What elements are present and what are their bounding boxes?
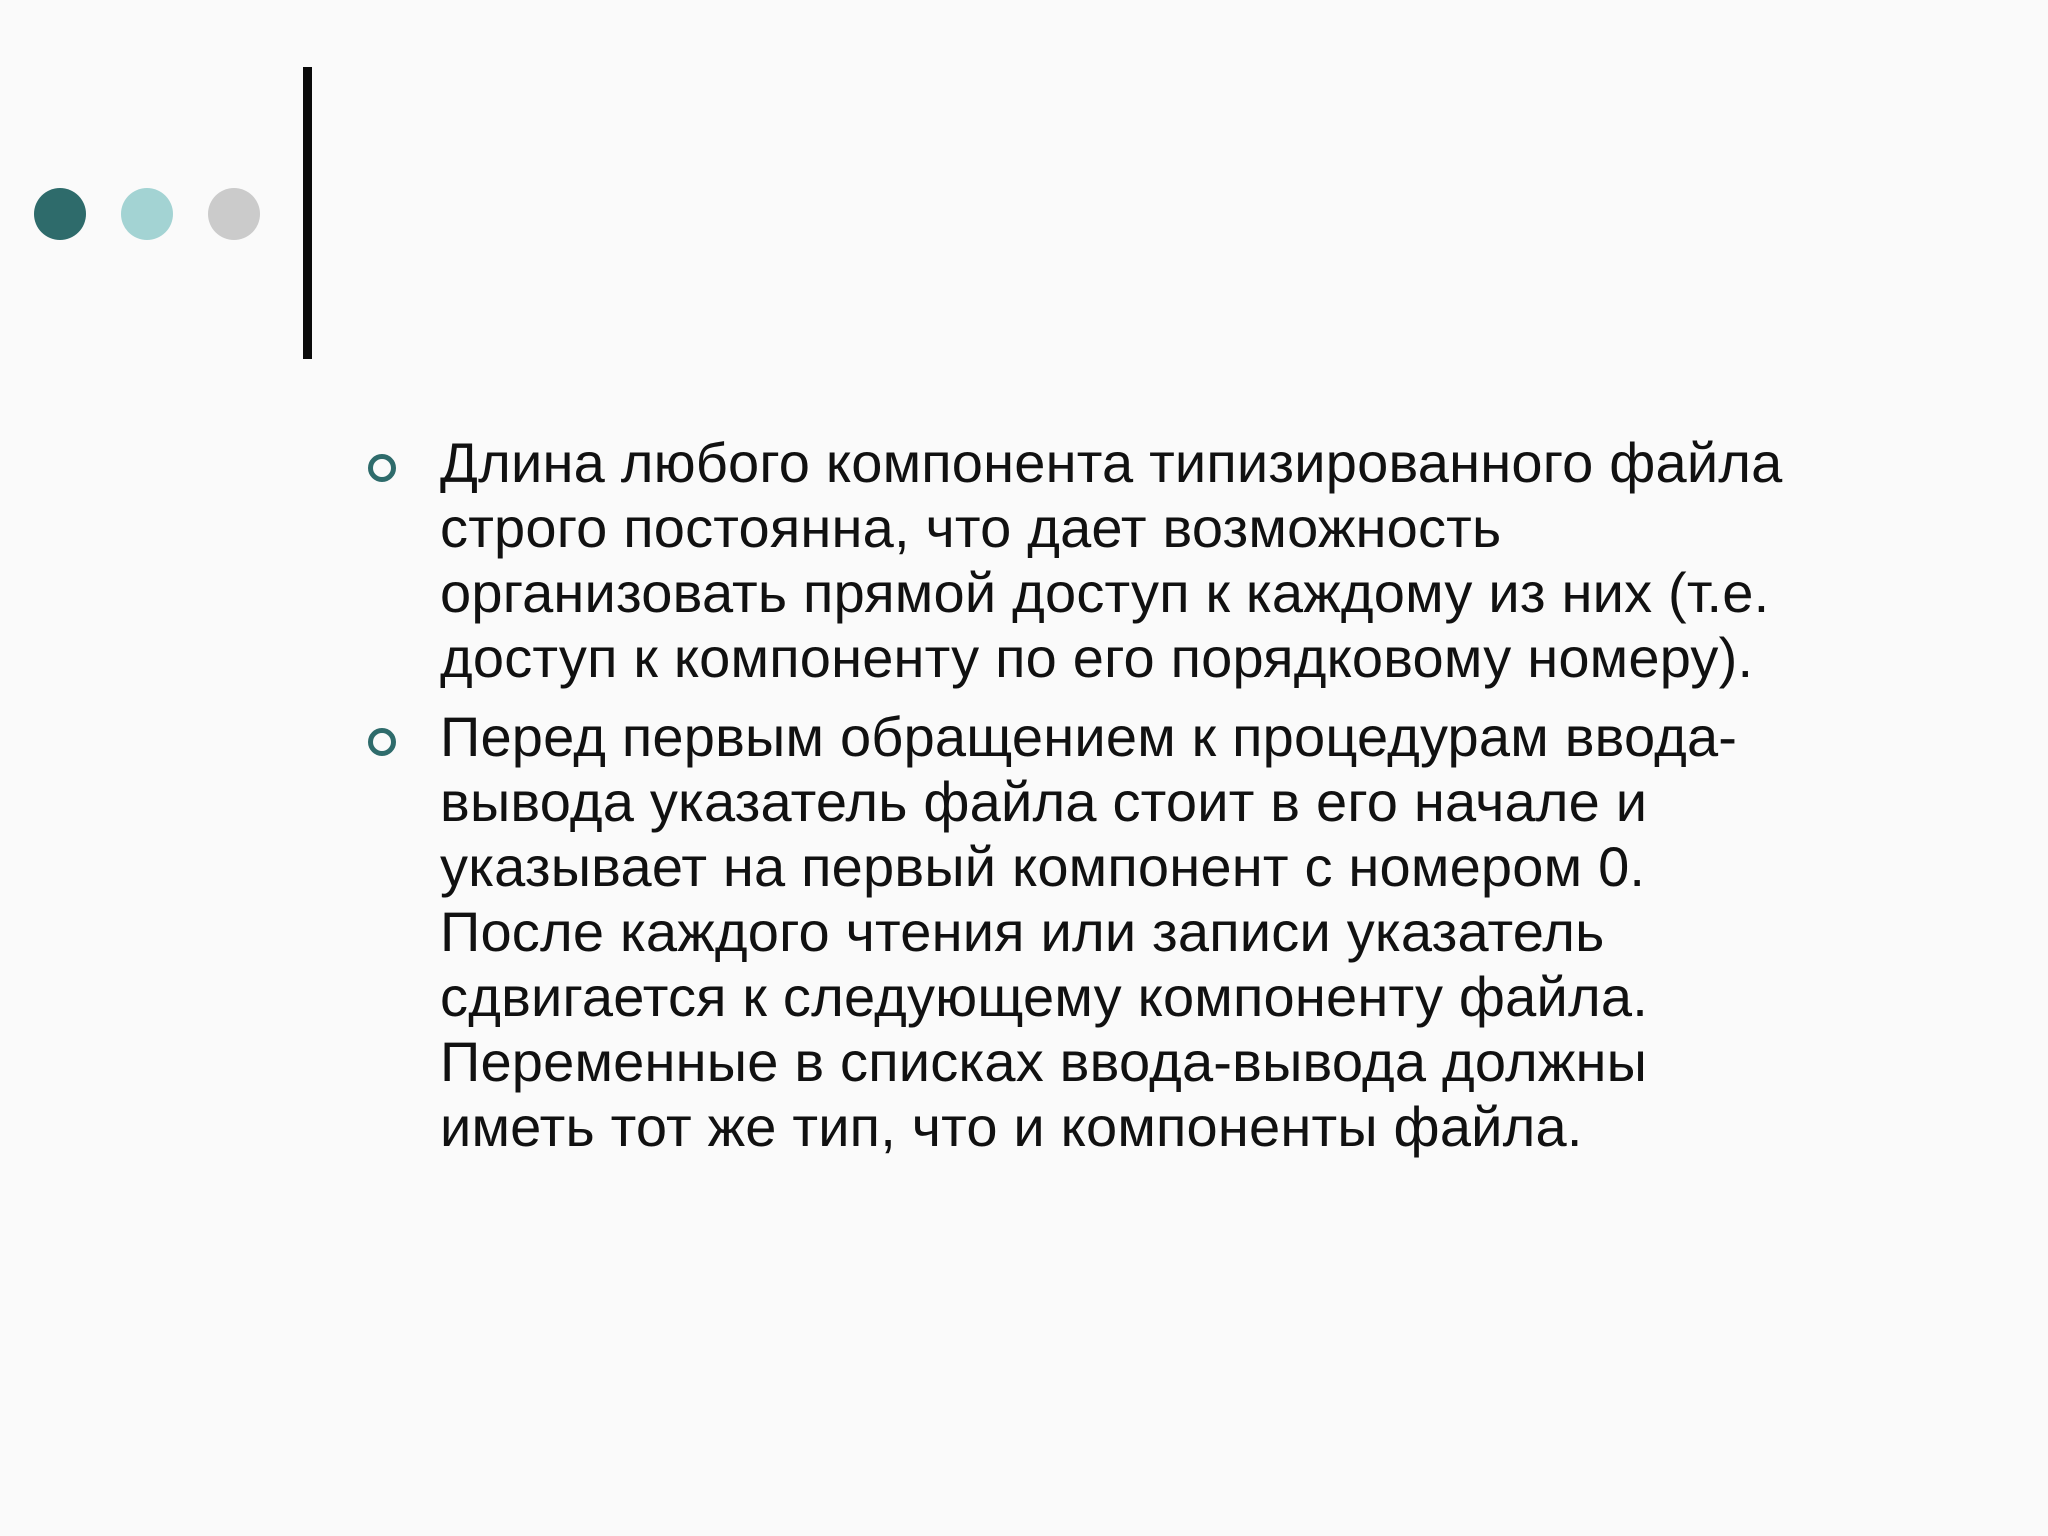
bullet-2-line-1: Перед первым обращением к процедурам ввода- [440,705,1738,768]
bullet-2-line-5: сдвигается к следующему компоненту файла. [440,965,1648,1028]
bullet-2-line-4: После каждого чтения или записи указатель [440,900,1605,963]
bullet-1-line-4: доступ к компоненту по его порядковому номеру). [440,626,1754,689]
decorative-dot-dark-teal [34,188,86,240]
bullet-item-1 [360,430,1920,690]
hollow-circle-bullet-icon [368,454,396,482]
bullet-1-line-2: строго постоянна, что дает возможность [440,496,1502,559]
bullet-text-1 [440,430,1920,690]
bullet-item-2 [360,704,1920,1159]
hollow-circle-bullet-icon [368,728,396,756]
bullet-list [360,430,1920,1173]
decorative-vertical-line [303,67,312,359]
bullet-1-line-1: Длина любого компонента типизированного файла [440,431,1783,494]
bullet-2-line-7: иметь тот же тип, что и компоненты файла. [440,1095,1583,1158]
bullet-2-line-6: Переменные в списках ввода-вывода должны [440,1030,1648,1093]
bullet-1-line-3: организовать прямой доступ к каждому из них (т.е. [440,561,1770,624]
bullet-text-2 [440,704,1920,1159]
decorative-dot-gray [208,188,260,240]
decorative-dot-light-teal [121,188,173,240]
bullet-2-line-3: указывает на первый компонент с номером 0. [440,835,1646,898]
bullet-2-line-2: вывода указатель файла стоит в его начале и [440,770,1648,833]
